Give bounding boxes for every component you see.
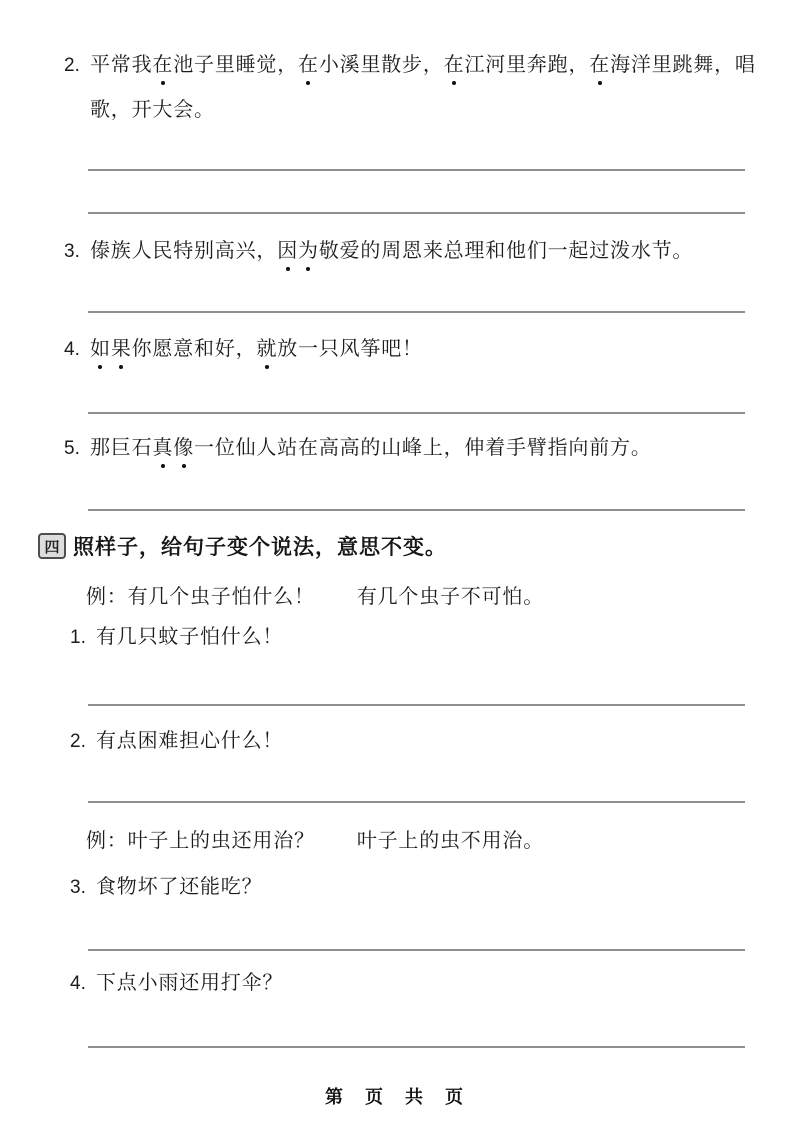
answer-line: [88, 169, 745, 171]
item-number: 4.: [70, 973, 86, 994]
emphasized-char: 在: [298, 54, 319, 76]
example-line-1: [86, 584, 544, 610]
rewrite-item-1: [70, 624, 283, 651]
text-segment: 傣族人民特别高兴，: [90, 240, 278, 262]
sentence-item-2: [64, 52, 756, 79]
answer-line: [88, 311, 745, 313]
emphasized-char: 在: [589, 54, 611, 76]
example-original: 叶子上的虫还用治？: [127, 830, 315, 852]
page-footer: 第 页 共 页: [324, 1087, 468, 1107]
sentence-item-3: [64, 238, 693, 265]
emphasized-char: 因: [277, 240, 299, 262]
item-number: 3.: [70, 877, 86, 898]
text-segment: 你愿意和好，: [131, 338, 257, 360]
emphasized-char: 真: [152, 437, 174, 459]
rewrite-item-3: [70, 874, 262, 901]
item-number: 2.: [64, 55, 80, 76]
item-number: 5.: [64, 438, 80, 459]
emphasized-char: 在: [152, 54, 174, 76]
text-segment: 那巨石: [90, 437, 153, 459]
answer-line: [88, 949, 745, 951]
sentence-item-4: [64, 336, 423, 363]
answer-line: [88, 1046, 745, 1048]
sentence-text: [90, 437, 652, 459]
sentence-text: [90, 54, 756, 76]
text-segment: 一位仙人站在高高的山峰上，伸着手臂指向前方。: [194, 437, 652, 459]
sentence-text: 下点小雨还用打伞？: [96, 972, 284, 994]
rewrite-item-4: [70, 970, 283, 997]
item-number: 2.: [70, 731, 86, 752]
sentence-text: 歌，开大会。: [90, 99, 215, 121]
example-rewritten: 有几个虫子不可怕。: [356, 586, 545, 608]
sentence-item-5: [64, 435, 652, 462]
text-segment: 海洋里跳舞，唱: [610, 54, 756, 76]
text-segment: 敬爱的周恩来总理和他们一起过泼水节。: [318, 240, 694, 262]
text-segment: 小溪里散步，: [318, 54, 444, 76]
emphasized-char: 如: [90, 338, 111, 360]
section-number-badge: 四: [38, 533, 66, 559]
answer-line: [88, 704, 745, 706]
answer-line: [88, 509, 745, 511]
emphasized-char: 像: [173, 437, 195, 459]
example-label: 例：: [86, 830, 128, 852]
emphasized-char: 在: [443, 54, 465, 76]
emphasized-char: 为: [298, 240, 319, 262]
emphasized-char: 就: [256, 338, 278, 360]
example-rewritten: 叶子上的虫不用治。: [356, 830, 545, 852]
sentence-text: 食物坏了还能吃？: [96, 876, 263, 898]
section-title: 照样子，给句子变个说法，意思不变。: [73, 536, 447, 559]
sentence-text: [90, 240, 693, 262]
text-segment: 池子里睡觉，: [173, 54, 299, 76]
text-segment: 放一只风筝吧！: [277, 338, 423, 360]
section-header: [38, 531, 447, 561]
sentence-text: [90, 338, 423, 360]
emphasized-char: 果: [110, 338, 132, 360]
sentence-text: 有几只蚊子怕什么！: [96, 626, 284, 648]
example-line-2: [86, 828, 544, 854]
item-number: 3.: [64, 241, 80, 262]
example-original: 有几个虫子怕什么！: [127, 586, 315, 608]
text-segment: 平常我: [90, 54, 153, 76]
answer-line: [88, 801, 745, 803]
example-label: 例：: [86, 586, 128, 608]
sentence-text: 有点困难担心什么！: [96, 730, 284, 752]
sentence-item-2-continued: [90, 97, 215, 123]
rewrite-item-2: [70, 728, 283, 755]
text-segment: 江河里奔跑，: [464, 54, 590, 76]
item-number: 1.: [70, 627, 86, 648]
answer-line: [88, 212, 745, 214]
item-number: 4.: [64, 339, 80, 360]
answer-line: [88, 412, 745, 414]
